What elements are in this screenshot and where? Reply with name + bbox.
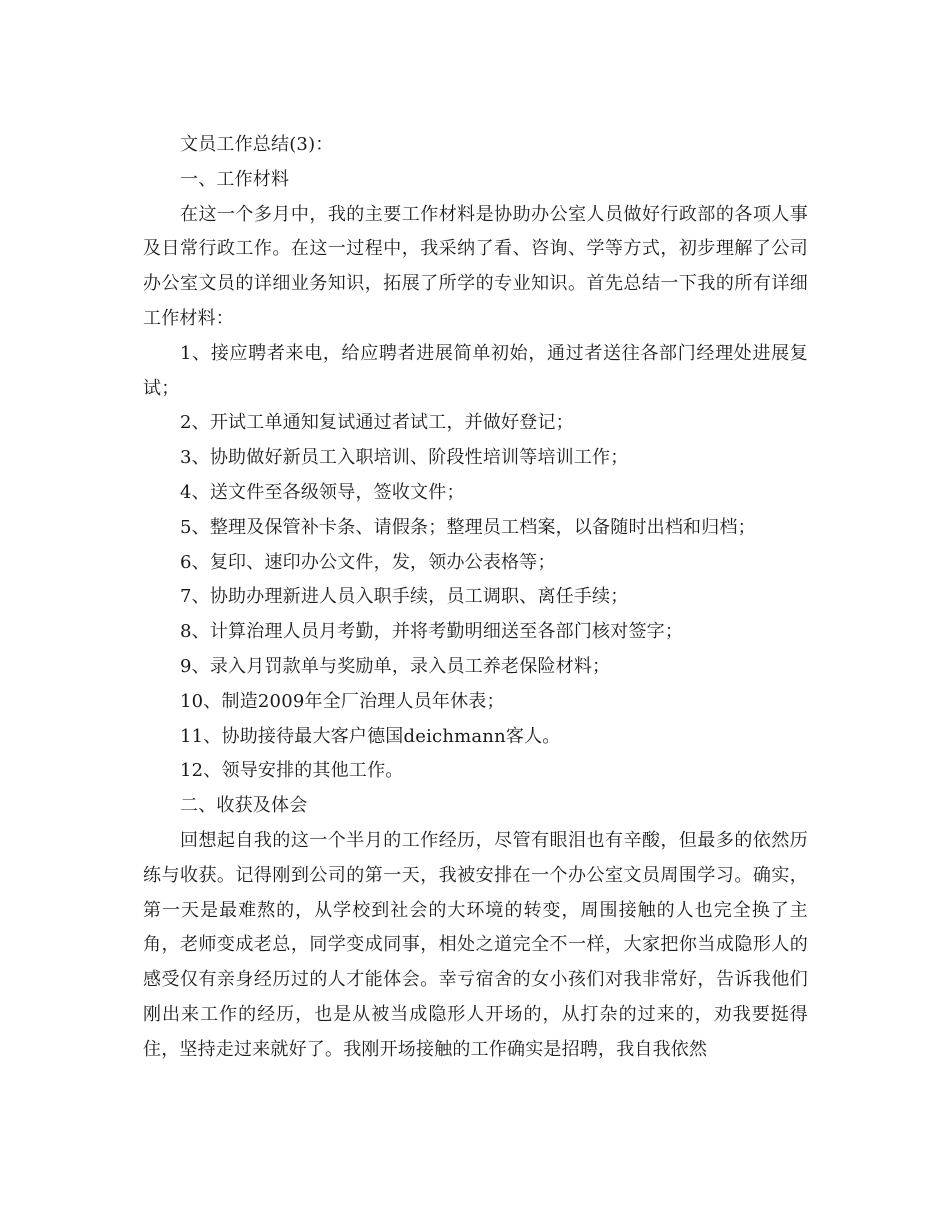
intro-paragraph: 在这一个多月中，我的主要工作材料是协助办公室人员做好行政部的各项人事及日常行政工作。在这一过程中，我采纳了看、咨询、学等方式，初步理解了公司办公室文员的详细业务知识，拓展了所学的专业知识。首先总结一下我的所有详细工作材料：: [143, 203, 808, 329]
list-item: 5、整理及保管补卡条、请假条；整理员工档案，以备随时出档和归档；: [180, 516, 756, 538]
list-item: 12、领导安排的其他工作。: [180, 760, 404, 782]
list-item: 8、计算治理人员月考勤，并将考勤明细送至各部门核对签字；: [180, 621, 684, 643]
document-title: 文员工作总结(3)：: [180, 134, 334, 155]
list-item: 10、制造2009年全厂治理人员年休表；: [180, 690, 505, 712]
section-heading-gains: 二、收获及体会: [180, 795, 308, 817]
list-item: 4、送文件至各级领导，签收文件；: [180, 481, 465, 503]
list-item: 6、复印、速印办公文件，发，领办公表格等；: [180, 551, 556, 573]
list-item: 9、录入月罚款单与奖励单，录入员工养老保险材料；: [180, 655, 611, 677]
list-item: 2、开试工单通知复试通过者试工，并做好登记；: [180, 412, 574, 434]
section-heading-work-content: 一、工作材料: [180, 168, 290, 190]
list-item: 1、接应聘者来电，给应聘者进展简单初始，通过者送往各部门经理处进展复试；: [143, 342, 808, 399]
list-item: 11、协助接待最大客户德国deichmann客人。: [180, 725, 561, 747]
document-body: [143, 128, 808, 1068]
list-item: 3、协助做好新员工入职培训、阶段性培训等培训工作；: [180, 447, 629, 469]
body-paragraph: 回想起自我的这一个半月的工作经历，尽管有眼泪也有辛酸，但最多的依然历练与收获。记得刚到公司的第一天，我被安排在一个办公室文员周围学习。确实，第一天是最难熬的，从学校到社会的大环境的转变，周围接触的人也完全换了主角，老师变成老总，同学变成同事，相处之道完全不一样，大家把你当成隐形人的感受仅有亲身经历过的人才能体会。幸亏宿舍的女小孩们对我非常好，告诉我他们刚出来工作的经历，也是从被当成隐形人开场的，从打杂的过来的，劝我要挺得住，坚持走过来就好了。我刚开场接触的工作确实是招聘，我自我依然: [143, 829, 808, 1060]
list-item: 7、协助办理新进人员入职手续，员工调职、离任手续；: [180, 586, 629, 608]
